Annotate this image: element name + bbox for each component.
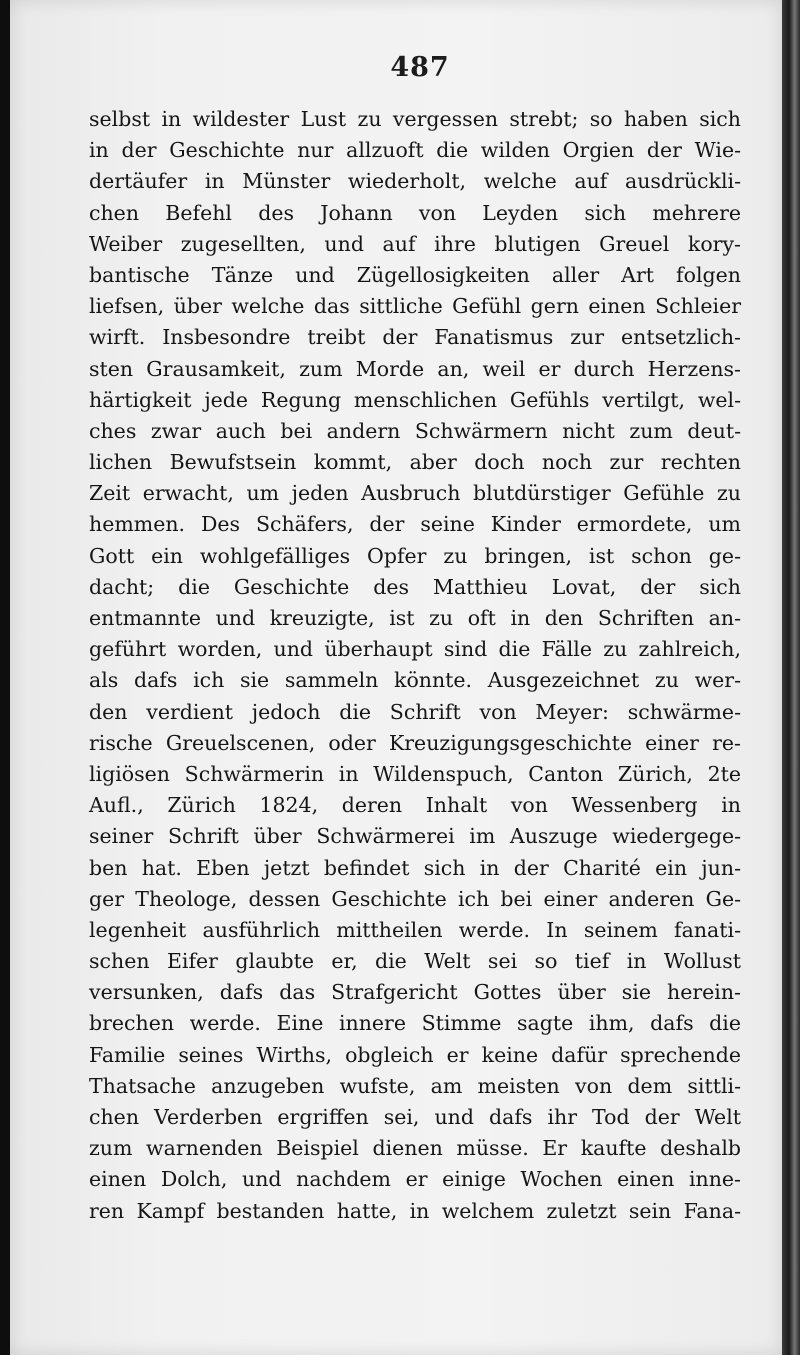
- text-line: Aufl., Zürich 1824, deren Inhalt von Wessenberg in: [89, 793, 741, 818]
- page-number: 487: [390, 52, 450, 83]
- text-line: sten Grausamkeit, zum Morde an, weil er durch Herzens-: [89, 356, 741, 381]
- text-line: wirft. Insbesondre treibt der Fanatismus zur entsetzlich-: [89, 325, 741, 350]
- text-line: den verdient jedoch die Schrift von Meyer: schwärme-: [89, 699, 741, 724]
- text-line: seiner Schrift über Schwärmerei im Auszuge wiedergege-: [89, 824, 741, 849]
- text-line: schen Eifer glaubte er, die Welt sei so tief in Wollust: [89, 949, 741, 974]
- text-line: ligiösen Schwärmerin in Wildenspuch, Canton Zürich, 2te: [89, 761, 741, 786]
- text-line: ben hat. Eben jetzt befindet sich in der Charité ein jun-: [89, 855, 741, 880]
- text-line: legenheit ausführlich mittheilen werde. In seinem fanati-: [89, 917, 741, 942]
- text-line: dertäufer in Münster wiederholt, welche auf ausdrückli-: [89, 169, 741, 194]
- text-line: entmannte und kreuzigte, ist zu oft in den Schriften an-: [89, 606, 741, 630]
- text-line: härtigkeit jede Regung menschlichen Gefühls vertilgt, wel-: [89, 387, 741, 412]
- text-line: selbst in wildester Lust zu vergessen strebt; so haben sich: [89, 107, 741, 131]
- text-line: liefsen, über welche das sittliche Gefühl gern einen Schleier: [89, 294, 741, 319]
- body-text: [89, 104, 741, 1227]
- text-line: Thatsache anzugeben wufste, am meisten von dem sittli-: [89, 1073, 741, 1098]
- text-line: bantische Tänze und Zügellosigkeiten aller Art folgen: [89, 262, 741, 287]
- text-line: Gott ein wohlgefälliges Opfer zu bringen, ist schon ge-: [89, 543, 741, 568]
- text-line: ches zwar auch bei andern Schwärmern nicht zum deut-: [89, 418, 741, 443]
- text-line: ger Theologe, dessen Geschichte ich bei einer anderen Ge-: [89, 886, 741, 911]
- book-page: [10, 0, 782, 1355]
- text-line: geführt worden, und überhaupt sind die Fälle zu zahlreich,: [89, 637, 741, 662]
- text-line: hemmen. Des Schäfers, der seine Kinder ermordete, um: [89, 512, 741, 537]
- text-line: als dafs ich sie sammeln könnte. Ausgezeichnet zu wer-: [89, 668, 741, 693]
- text-line: Weiber zugesellten, und auf ihre blutigen Greuel kory-: [89, 231, 741, 256]
- text-line: brechen werde. Eine innere Stimme sagte ihm, dafs die: [89, 1011, 741, 1036]
- page-edge-shadow: [782, 0, 800, 1355]
- text-line: rische Greuelscenen, oder Kreuzigungsgeschichte einer re-: [89, 730, 741, 755]
- text-line: Zeit erwacht, um jeden Ausbruch blutdürstiger Gefühle zu: [89, 481, 741, 506]
- text-line: chen Befehl des Johann von Leyden sich mehrere: [89, 200, 741, 225]
- text-line: Familie seines Wirths, obgleich er keine dafür sprechende: [89, 1042, 741, 1067]
- text-line: zum warnenden Beispiel dienen müsse. Er kaufte deshalb: [89, 1136, 741, 1161]
- text-line: dacht; die Geschichte des Matthieu Lovat, der sich: [89, 574, 741, 599]
- text-line: ren Kampf bestanden hatte, in welchem zuletzt sein Fana-: [89, 1198, 741, 1223]
- text-line: chen Verderben ergriffen sei, und dafs ihr Tod der Welt: [89, 1105, 741, 1129]
- text-line: versunken, dafs das Strafgericht Gottes über sie herein-: [89, 980, 741, 1005]
- text-line: lichen Bewufstsein kommt, aber doch noch zur rechten: [89, 450, 741, 475]
- text-line: einen Dolch, und nachdem er einige Wochen einen inne-: [89, 1167, 741, 1192]
- text-line: in der Geschichte nur allzuoft die wilden Orgien der Wie-: [89, 138, 741, 163]
